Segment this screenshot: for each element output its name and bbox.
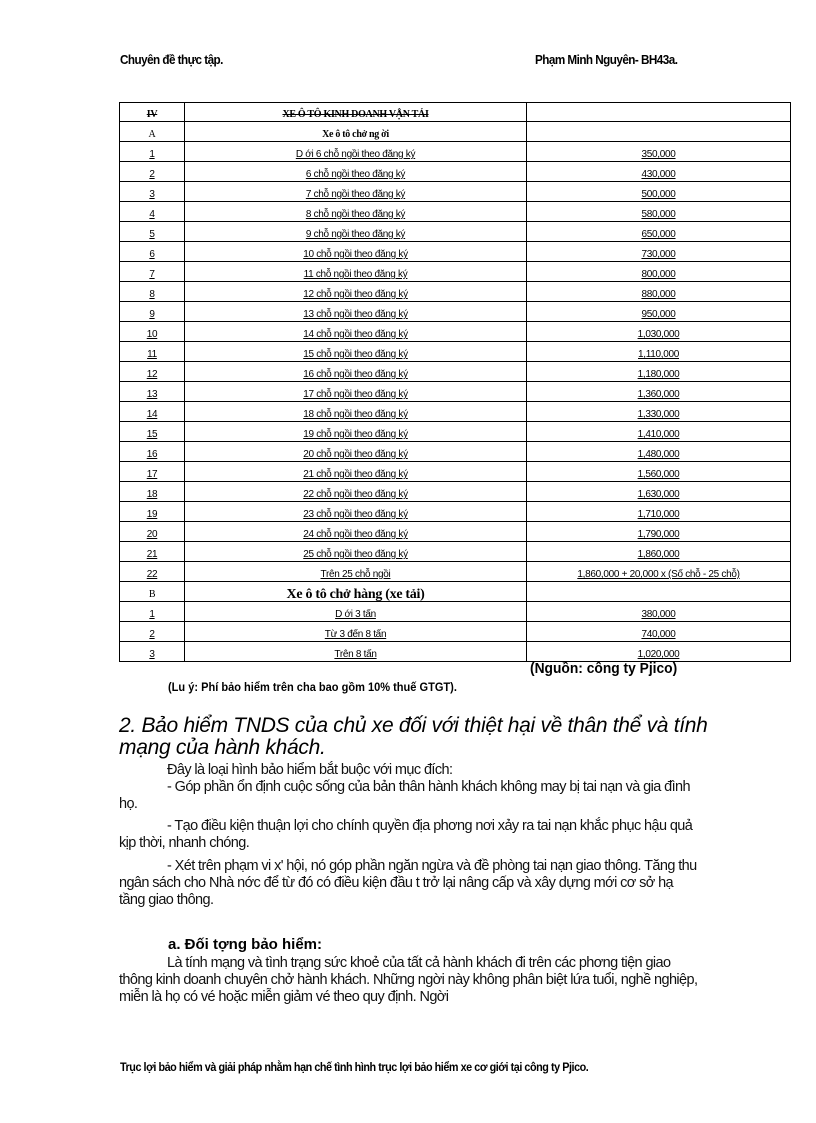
table-row — [120, 282, 791, 302]
row-premium — [527, 622, 791, 642]
row-number — [120, 642, 185, 662]
table-row — [120, 422, 791, 442]
row-number-text: 4 — [149, 209, 155, 220]
page-footer: Trục lợi bảo hiểm và giải pháp nhằm hạn chế tình hình trục lợi bảo hiểm xe cơ giới tại công ty Pjico. — [120, 1060, 589, 1074]
table-row — [120, 242, 791, 262]
row-description — [185, 142, 527, 162]
paragraph-4 — [119, 858, 699, 909]
row-premium — [527, 482, 791, 502]
row-number — [120, 502, 185, 522]
row-description — [185, 422, 527, 442]
row-premium — [527, 202, 791, 222]
table-top-row — [120, 103, 791, 122]
row-description-text: 25 chỗ ngồi theo đăng ký — [303, 549, 408, 560]
table-row — [120, 642, 791, 662]
row-description — [185, 642, 527, 662]
table-row — [120, 262, 791, 282]
top-row-label: XE Ô TÔ KINH DOANH VẬN TẢI — [185, 103, 527, 122]
row-description-text: 10 chỗ ngồi theo đăng ký — [303, 249, 408, 260]
table-row — [120, 442, 791, 462]
subsection-a-text: Là tính mạng và tình trạng sức khoẻ của tất cả hành khách đi trên các phơng tiện giao thông kinh doanh chuyên chở hành khách. Những ngời này không phân biệt lứa tuổi, nghề nghiệp, miễn là họ có vé hoặc miễn giảm vé theo quy định. Ngời — [119, 955, 698, 1005]
row-premium — [527, 162, 791, 182]
row-premium-text: 580,000 — [641, 209, 676, 220]
row-premium-text: 1,110,000 — [637, 349, 680, 360]
row-description — [185, 502, 527, 522]
premium-table — [119, 102, 791, 662]
row-number-text: 15 — [146, 429, 158, 440]
row-number — [120, 382, 185, 402]
row-premium-text: 1,410,000 — [637, 429, 680, 440]
row-number-text: 6 — [149, 249, 155, 260]
row-premium — [527, 502, 791, 522]
source-note: (Nguồn: công ty Pjico) — [530, 660, 678, 677]
row-number-text: 2 — [149, 629, 155, 640]
row-description-text: 13 chỗ ngồi theo đăng ký — [303, 309, 408, 320]
row-description — [185, 302, 527, 322]
row-number-text: 10 — [146, 329, 158, 340]
row-number-text: 17 — [146, 469, 158, 480]
row-number — [120, 462, 185, 482]
row-number-text: 21 — [146, 549, 158, 560]
section-2-heading: 2. Bảo hiểm TNDS của chủ xe đối với thiệt hại về thân thể và tính mạng của hành khách. — [119, 714, 708, 759]
row-number-text: 13 — [146, 389, 158, 400]
row-premium-text: 1,030,000 — [637, 329, 680, 340]
row-number — [120, 362, 185, 382]
row-number — [120, 142, 185, 162]
paragraph-1 — [119, 762, 699, 779]
row-description-text: 8 chỗ ngồi theo đăng ký — [305, 209, 406, 220]
paragraph-1-text: Đây là loại hình bảo hiểm bắt buộc với mục đích: — [167, 762, 453, 778]
row-premium — [527, 282, 791, 302]
row-description — [185, 162, 527, 182]
section-b-title: Xe ô tô chở hàng (xe tải) — [185, 582, 527, 602]
row-number — [120, 182, 185, 202]
table-row — [120, 162, 791, 182]
row-description — [185, 222, 527, 242]
row-premium — [527, 522, 791, 542]
row-premium-text: 500,000 — [641, 189, 676, 200]
row-number — [120, 202, 185, 222]
row-premium — [527, 322, 791, 342]
row-description — [185, 542, 527, 562]
row-premium-text: 1,480,000 — [637, 449, 680, 460]
table-row — [120, 522, 791, 542]
row-description — [185, 322, 527, 342]
row-number — [120, 262, 185, 282]
section-a-code: A — [120, 122, 185, 142]
row-premium — [527, 542, 791, 562]
table-row — [120, 302, 791, 322]
row-description-text: 9 chỗ ngồi theo đăng ký — [305, 229, 406, 240]
row-description — [185, 282, 527, 302]
row-number — [120, 542, 185, 562]
row-premium — [527, 562, 791, 582]
row-number-text: 12 — [146, 369, 158, 380]
row-number — [120, 222, 185, 242]
row-description — [185, 442, 527, 462]
row-premium-text: 1,710,000 — [637, 509, 680, 520]
row-description — [185, 462, 527, 482]
row-premium — [527, 442, 791, 462]
row-premium — [527, 382, 791, 402]
row-premium-text: 730,000 — [641, 249, 676, 260]
row-number-text: 20 — [146, 529, 158, 540]
row-description — [185, 562, 527, 582]
row-number — [120, 482, 185, 502]
row-premium — [527, 362, 791, 382]
table-row — [120, 182, 791, 202]
row-number — [120, 622, 185, 642]
row-premium — [527, 422, 791, 442]
row-premium-text: 1,860,000 + 20,000 x (Số chỗ - 25 chỗ) — [577, 569, 740, 580]
row-premium-text: 1,360,000 — [637, 389, 680, 400]
table-row — [120, 602, 791, 622]
row-premium — [527, 302, 791, 322]
row-number — [120, 522, 185, 542]
table-row — [120, 222, 791, 242]
row-number — [120, 562, 185, 582]
row-description-text: 12 chỗ ngồi theo đăng ký — [303, 289, 408, 300]
row-premium-text: 350,000 — [641, 149, 676, 160]
row-description-text: 24 chỗ ngồi theo đăng ký — [303, 529, 408, 540]
row-number-text: 5 — [149, 229, 155, 240]
row-premium — [527, 222, 791, 242]
row-premium — [527, 142, 791, 162]
row-description — [185, 342, 527, 362]
row-number-text: 3 — [149, 649, 155, 660]
table-row — [120, 502, 791, 522]
table-row — [120, 142, 791, 162]
row-description-text: 6 chỗ ngồi theo đăng ký — [305, 169, 406, 180]
row-number — [120, 342, 185, 362]
row-description-text: D ới 6 chỗ ngồi theo đăng ký — [295, 149, 416, 160]
row-description — [185, 622, 527, 642]
row-number — [120, 162, 185, 182]
top-row-code: IV — [120, 103, 185, 122]
row-number-text: 19 — [146, 509, 158, 520]
section-b-empty — [527, 582, 791, 602]
row-number — [120, 402, 185, 422]
row-description-text: 21 chỗ ngồi theo đăng ký — [303, 469, 408, 480]
paragraph-3-text: - Tạo điều kiện thuận lợi cho chính quyền địa phơng nơi xảy ra tai nạn khắc phục hậu quả kịp thời, nhanh chóng. — [119, 818, 693, 851]
table-row — [120, 202, 791, 222]
row-premium — [527, 182, 791, 202]
section-a-title: Xe ô tô chở ng ời — [185, 122, 527, 142]
row-description — [185, 482, 527, 502]
subsection-a-paragraph — [119, 955, 699, 1006]
row-number — [120, 302, 185, 322]
section-b-row — [120, 582, 791, 602]
row-description-text: Trên 8 tấn — [334, 649, 377, 660]
row-description-text: 15 chỗ ngồi theo đăng ký — [303, 349, 408, 360]
table-row — [120, 402, 791, 422]
row-description-text: 14 chỗ ngồi theo đăng ký — [303, 329, 408, 340]
header-right: Phạm Minh Nguyên- BH43a. — [535, 52, 678, 67]
row-description — [185, 362, 527, 382]
row-premium-text: 1,180,000 — [637, 369, 680, 380]
table-row — [120, 362, 791, 382]
row-description — [185, 402, 527, 422]
row-description-text: 17 chỗ ngồi theo đăng ký — [303, 389, 408, 400]
row-number — [120, 422, 185, 442]
row-number-text: 2 — [149, 169, 155, 180]
row-premium — [527, 602, 791, 622]
paragraph-2-text: - Góp phần ổn định cuộc sống của bản thân hành khách không may bị tai nạn và gia đình họ. — [119, 779, 690, 812]
row-premium-text: 1,860,000 — [637, 549, 680, 560]
row-premium-text: 1,330,000 — [637, 409, 680, 420]
row-number-text: 18 — [146, 489, 158, 500]
row-description-text: 7 chỗ ngồi theo đăng ký — [305, 189, 406, 200]
row-premium-text: 740,000 — [641, 629, 676, 640]
row-premium — [527, 402, 791, 422]
row-premium — [527, 342, 791, 362]
row-number-text: 16 — [146, 449, 158, 460]
row-premium-text: 950,000 — [641, 309, 676, 320]
row-premium-text: 800,000 — [641, 269, 676, 280]
row-premium — [527, 242, 791, 262]
table-row — [120, 342, 791, 362]
paragraph-3 — [119, 818, 699, 852]
row-description — [185, 242, 527, 262]
header-left: Chuyên đề thực tập. — [120, 52, 223, 67]
row-description-text: 16 chỗ ngồi theo đăng ký — [303, 369, 408, 380]
table-row — [120, 542, 791, 562]
row-premium-text: 880,000 — [641, 289, 676, 300]
top-row-value — [527, 103, 791, 122]
row-number — [120, 602, 185, 622]
row-number — [120, 442, 185, 462]
row-premium-text: 1,630,000 — [637, 489, 680, 500]
row-number — [120, 282, 185, 302]
row-number-text: 7 — [149, 269, 155, 280]
row-number-text: 14 — [146, 409, 158, 420]
row-description — [185, 262, 527, 282]
table-row — [120, 562, 791, 582]
table-row — [120, 322, 791, 342]
row-number — [120, 242, 185, 262]
row-premium-text: 1,020,000 — [637, 649, 680, 660]
section-a-row — [120, 122, 791, 142]
row-number-text: 1 — [149, 149, 155, 160]
table-row — [120, 462, 791, 482]
row-description — [185, 382, 527, 402]
row-premium — [527, 462, 791, 482]
row-description-text: 11 chỗ ngồi theo đăng ký — [303, 269, 408, 280]
tax-note: (Lu ý: Phí bảo hiểm trên cha bao gồm 10% thuế GTGT). — [168, 680, 457, 694]
row-number-text: 8 — [149, 289, 155, 300]
row-premium — [527, 262, 791, 282]
row-description-text: 22 chỗ ngồi theo đăng ký — [303, 489, 408, 500]
row-premium — [527, 642, 791, 662]
row-description — [185, 182, 527, 202]
paragraph-4-text: - Xét trên phạm vi x' hội, nó góp phần ngăn ngừa và đề phòng tai nạn giao thông. Tăng thu ngân sách cho Nhà nớc để từ đó có điều kiện đầu t trở lại nâng cấp và xây dựng mới cơ sở hạ tầng giao thông. — [119, 858, 697, 908]
table-row — [120, 622, 791, 642]
section-a-empty — [527, 122, 791, 142]
row-description — [185, 522, 527, 542]
row-premium-text: 430,000 — [641, 169, 676, 180]
row-description-text: D ới 3 tấn — [335, 609, 376, 620]
row-premium-text: 1,560,000 — [637, 469, 680, 480]
row-premium-text: 1,790,000 — [637, 529, 680, 540]
row-description-text: 23 chỗ ngồi theo đăng ký — [303, 509, 408, 520]
row-number-text: 1 — [149, 609, 155, 620]
row-number — [120, 322, 185, 342]
row-premium-text: 380,000 — [641, 609, 676, 620]
row-number-text: 22 — [146, 569, 158, 580]
row-description — [185, 202, 527, 222]
row-description — [185, 602, 527, 622]
row-number-text: 11 — [147, 349, 157, 360]
paragraph-2 — [119, 779, 699, 813]
row-number-text: 3 — [149, 189, 155, 200]
row-number-text: 9 — [149, 309, 155, 320]
section-b-code: B — [120, 582, 185, 602]
subsection-a-heading: a. Đối tợng bảo hiểm: — [168, 936, 322, 953]
row-description-text: 20 chỗ ngồi theo đăng ký — [303, 449, 408, 460]
row-description-text: 19 chỗ ngồi theo đăng ký — [303, 429, 408, 440]
row-description-text: 18 chỗ ngồi theo đăng ký — [303, 409, 408, 420]
row-premium-text: 650,000 — [641, 229, 676, 240]
table-row — [120, 482, 791, 502]
row-description-text: Từ 3 đến 8 tấn — [324, 629, 387, 640]
table-row — [120, 382, 791, 402]
row-description-text: Trên 25 chỗ ngồi — [320, 569, 391, 580]
